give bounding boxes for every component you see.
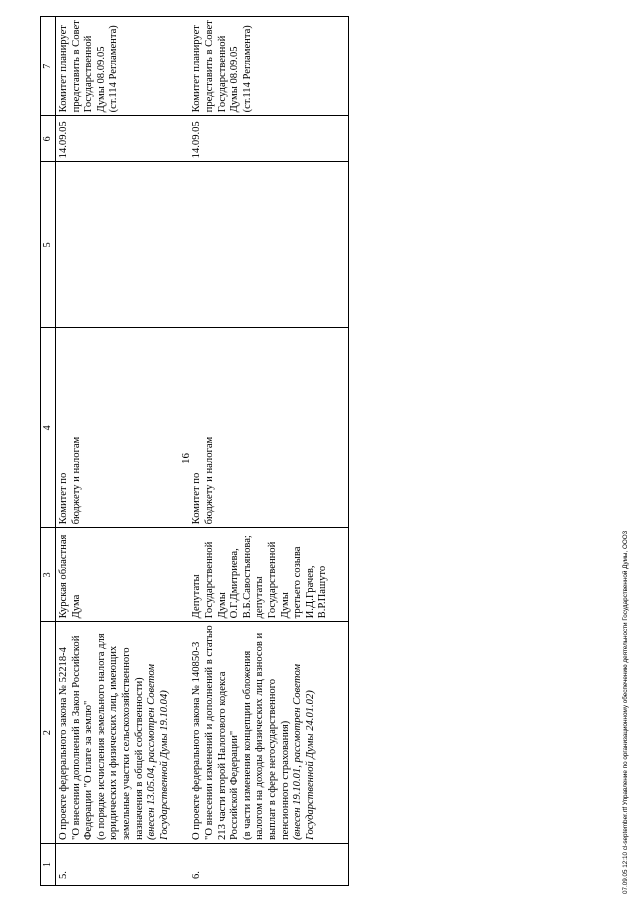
- plan-note-line: представить в Совет: [203, 20, 215, 113]
- bill-note-line: Государственной Думы 24.01.02): [304, 690, 316, 840]
- author-line: О.Г.Дмитриева,: [229, 548, 241, 619]
- bill-description-line: назначения в общей собственности): [133, 677, 145, 840]
- bill-description-line: О проекте федерального закона № 52218-4: [58, 647, 69, 840]
- author-line: И.Д.Грачев,: [304, 565, 316, 619]
- plan-note-line: Думы 08.09.05: [95, 46, 107, 113]
- committee: [189, 328, 348, 528]
- author-line: Думы: [279, 592, 291, 619]
- row-number: 5.: [56, 844, 190, 886]
- plan-note-line: Комитет планирует: [58, 25, 69, 113]
- bill-description: [189, 622, 348, 844]
- column-header: 4: [41, 328, 56, 528]
- plan-note-line: представить в Совет: [70, 20, 82, 113]
- column-header: 7: [41, 17, 56, 116]
- table-row: [56, 17, 190, 886]
- plan-note-line: (ст.114 Регламента): [241, 25, 253, 113]
- author-line: Депутаты: [191, 574, 203, 619]
- bills-table: [40, 16, 349, 886]
- plan-note: [189, 17, 348, 116]
- bill-note-line: (внесен 13.05.04, рассмотрен Советом: [146, 664, 158, 840]
- plan-note-line: (ст.114 Регламента): [108, 25, 120, 113]
- bill-description-line: Российской Федерации": [229, 730, 241, 840]
- table-header-row: [41, 17, 56, 886]
- bill-description-line: выплат в сфере негосударственного: [266, 678, 278, 840]
- author-line: Курская областная: [58, 534, 69, 619]
- bill-description-line: "О внесении дополнений в Закон Российской: [70, 635, 82, 840]
- author-line: В.Р.Пашуто: [317, 565, 329, 619]
- bill-description-line: (о порядке исчисления земельного налога для: [95, 633, 107, 840]
- bill-description-line: налогом на доходы физических лиц взносов и: [254, 632, 266, 840]
- date-cell: 14.09.05: [56, 116, 190, 162]
- plan-note-line: Комитет планирует: [191, 25, 203, 113]
- bill-note-line: (внесен 19.10.01, рассмотрен Советом: [292, 664, 304, 840]
- plan-note-line: Государственной: [83, 35, 95, 113]
- date-cell: 14.09.05: [189, 116, 348, 162]
- author: [56, 528, 190, 622]
- committee-line: бюджету и налогам: [203, 436, 215, 525]
- author-line: Государственной: [203, 541, 215, 619]
- author-line: депутаты: [254, 576, 266, 619]
- committee-line: Комитет по: [58, 472, 69, 525]
- footer-note: 07.09.05 12:10 cl-september.rtf Управление по организационному обеспечению деятельности Государственной Думы, ООО3: [622, 530, 629, 894]
- bill-description-line: 213 части второй Налогового кодекса: [216, 671, 228, 840]
- author-line: В.Б.Савостьянова;: [241, 535, 253, 619]
- bill-description-line: Федерации "О плате за землю": [83, 700, 95, 840]
- column-5-cell: [56, 162, 190, 328]
- author-line: третьего созыва: [292, 546, 304, 619]
- author: [189, 528, 348, 622]
- author-line: Государственной: [266, 541, 278, 619]
- plan-note-line: Думы 08.09.05: [229, 46, 241, 113]
- author-line: Думы: [216, 592, 228, 619]
- column-header: 3: [41, 528, 56, 622]
- plan-note: [56, 17, 190, 116]
- committee-line: бюджету и налогам: [70, 436, 82, 525]
- column-5-cell: [189, 162, 348, 328]
- plan-note-line: Государственной: [216, 35, 228, 113]
- bill-description-line: (в части изменения концепции обложения: [241, 650, 253, 840]
- column-header: 5: [41, 162, 56, 328]
- column-header: 6: [41, 116, 56, 162]
- table-row: [189, 17, 348, 886]
- committee-line: Комитет по: [191, 472, 203, 525]
- committee: [56, 328, 190, 528]
- column-header: 2: [41, 622, 56, 844]
- page-number: 16: [180, 453, 192, 464]
- bill-note-line: Государственной Думы 19.10.04): [158, 690, 170, 840]
- bill-description-line: юридических и физических лиц, имеющих: [108, 645, 120, 840]
- bill-description-line: земельные участки сельскохозяйственного: [120, 647, 132, 840]
- bill-description-line: пенсионного страхования): [279, 720, 291, 840]
- bill-description-line: "О внесении изменений и дополнений в статью: [203, 625, 215, 840]
- row-number: 6.: [189, 844, 348, 886]
- bill-description: [56, 622, 190, 844]
- column-header: 1: [41, 844, 56, 886]
- bill-description-line: О проекте федерального закона № 140850-3: [191, 641, 203, 840]
- table-body: [56, 17, 349, 886]
- author-line: Дума: [70, 594, 82, 619]
